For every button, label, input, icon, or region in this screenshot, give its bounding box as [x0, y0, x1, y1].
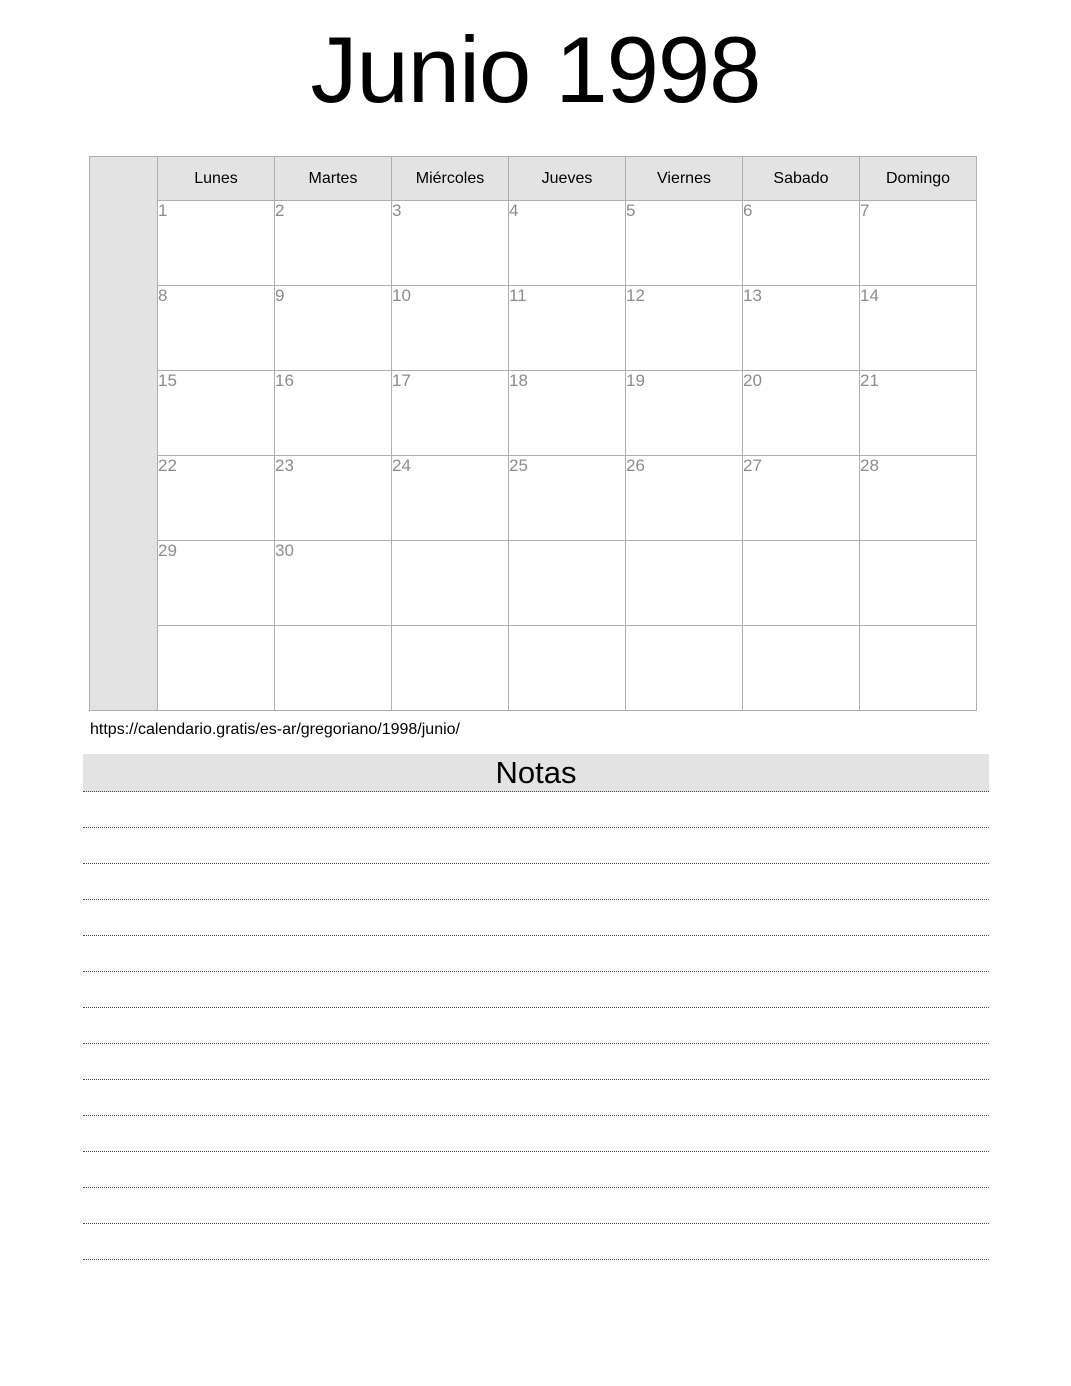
- page-title: Junio 1998: [310, 17, 761, 122]
- note-line: [83, 792, 989, 828]
- day-cell: 3: [392, 201, 509, 286]
- day-cell: 14: [860, 286, 977, 371]
- day-cell: [392, 626, 509, 711]
- day-cell: 23: [275, 456, 392, 541]
- day-cell: 12: [626, 286, 743, 371]
- note-line: [83, 828, 989, 864]
- notes-section: [83, 754, 989, 1260]
- notes-lines: [83, 792, 989, 1260]
- day-cell: 30: [275, 541, 392, 626]
- day-cell: [158, 626, 275, 711]
- weekday-header-sabado: Sabado: [743, 157, 860, 201]
- day-cell: 2: [275, 201, 392, 286]
- note-line: [83, 1008, 989, 1044]
- calendar-week-row-6: [90, 626, 977, 711]
- weekday-header-viernes: Viernes: [626, 157, 743, 201]
- day-cell: 7: [860, 201, 977, 286]
- day-cell: 5: [626, 201, 743, 286]
- note-line: [83, 1152, 989, 1188]
- day-cell: 24: [392, 456, 509, 541]
- note-line: [83, 1116, 989, 1152]
- day-cell: 28: [860, 456, 977, 541]
- calendar-gutter-column: [90, 157, 158, 711]
- day-cell: 10: [392, 286, 509, 371]
- note-line: [83, 972, 989, 1008]
- day-cell: 26: [626, 456, 743, 541]
- day-cell: 21: [860, 371, 977, 456]
- day-cell: 4: [509, 201, 626, 286]
- note-line: [83, 1188, 989, 1224]
- note-line: [83, 1080, 989, 1116]
- weekday-header-miercoles: Miércoles: [392, 157, 509, 201]
- source-url: https://calendario.gratis/es-ar/gregoriano/1998/junio/: [90, 721, 460, 738]
- day-cell: 11: [509, 286, 626, 371]
- day-cell: [743, 626, 860, 711]
- day-cell: 27: [743, 456, 860, 541]
- day-cell: 22: [158, 456, 275, 541]
- day-cell: 16: [275, 371, 392, 456]
- day-cell: [626, 541, 743, 626]
- day-cell: 15: [158, 371, 275, 456]
- weekday-header-jueves: Jueves: [509, 157, 626, 201]
- day-cell: 19: [626, 371, 743, 456]
- calendar-table: [89, 156, 977, 711]
- day-cell: [743, 541, 860, 626]
- day-cell: 9: [275, 286, 392, 371]
- calendar-week-row-4: [90, 456, 977, 541]
- day-cell: [509, 541, 626, 626]
- calendar-week-row-1: [90, 201, 977, 286]
- day-cell: 18: [509, 371, 626, 456]
- note-line: [83, 864, 989, 900]
- weekday-header-domingo: Domingo: [860, 157, 977, 201]
- day-cell: 8: [158, 286, 275, 371]
- day-cell: 29: [158, 541, 275, 626]
- note-line: [83, 900, 989, 936]
- day-cell: [509, 626, 626, 711]
- notes-title: Notas: [83, 754, 989, 792]
- note-line: [83, 1044, 989, 1080]
- note-line: [83, 936, 989, 972]
- day-cell: [860, 541, 977, 626]
- day-cell: 13: [743, 286, 860, 371]
- calendar-week-row-2: [90, 286, 977, 371]
- day-cell: 6: [743, 201, 860, 286]
- calendar-week-row-3: [90, 371, 977, 456]
- note-line: [83, 1224, 989, 1260]
- day-cell: [392, 541, 509, 626]
- day-cell: 1: [158, 201, 275, 286]
- day-cell: [860, 626, 977, 711]
- weekday-header-martes: Martes: [275, 157, 392, 201]
- weekday-header-lunes: Lunes: [158, 157, 275, 201]
- day-cell: 25: [509, 456, 626, 541]
- day-cell: 20: [743, 371, 860, 456]
- day-cell: [275, 626, 392, 711]
- calendar-week-row-5: [90, 541, 977, 626]
- day-cell: [626, 626, 743, 711]
- calendar-header-row: [90, 157, 977, 201]
- day-cell: 17: [392, 371, 509, 456]
